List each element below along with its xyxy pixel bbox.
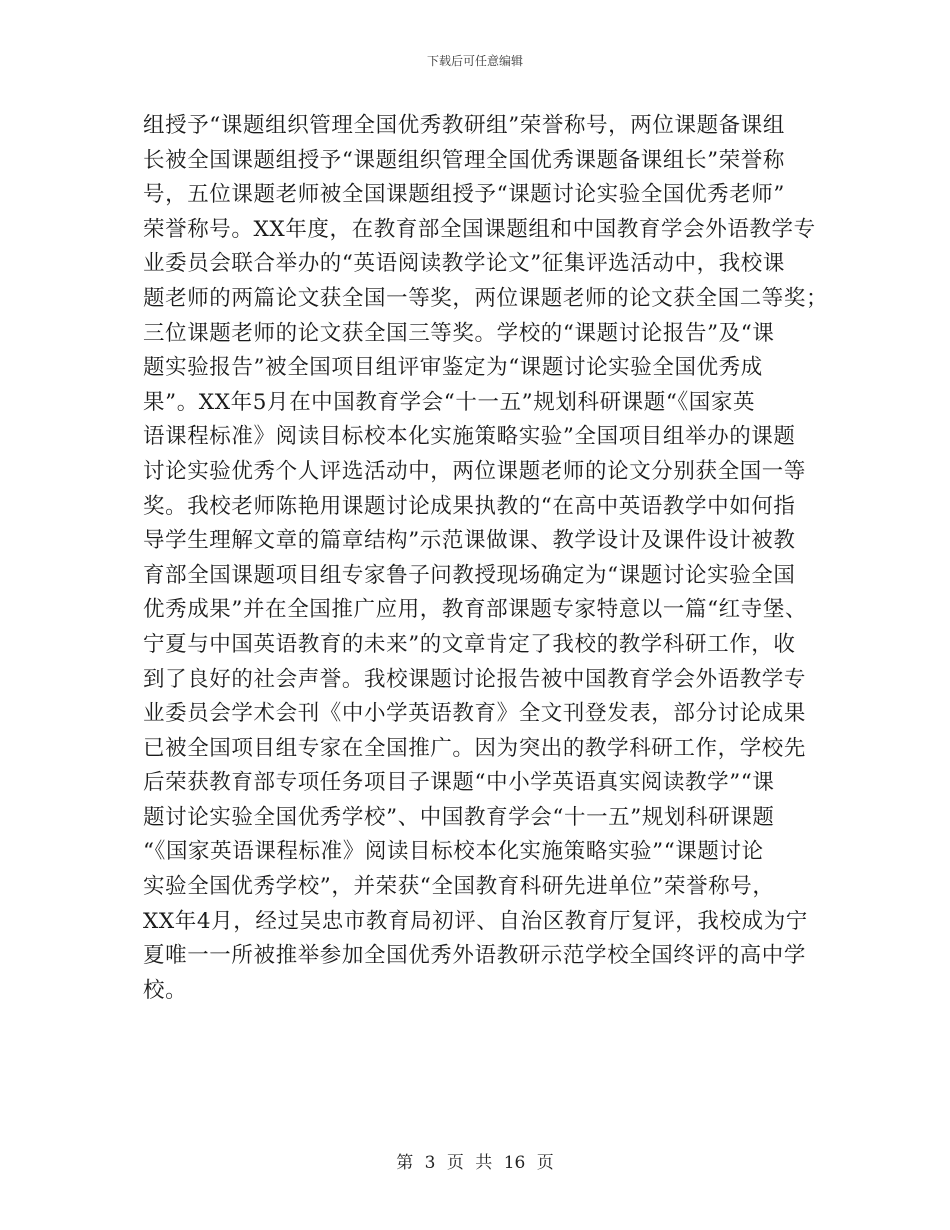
body-line: 语课程标准》阅读目标校本化实施策略实验”全国项目组举办的课题 (143, 424, 796, 450)
footer-total-label: 共 (475, 1153, 493, 1173)
footer-total-pages: 16 (503, 1153, 526, 1173)
body-line: 后荣获教育部专项任务项目子课题“中小学英语真实阅读教学”“课 (143, 770, 775, 796)
body-line: 宁夏与中国英语教育的未来”的文章肯定了我校的教学科研工作，收 (143, 631, 796, 657)
body-line: 题实验报告”被全国项目组评审鉴定为“课题讨论实验全国优秀成 (143, 355, 763, 381)
body-line: 校。 (143, 977, 188, 1003)
body-line: 题讨论实验全国优秀学校”、中国教育学会“十一五”规划科研课题 (143, 804, 775, 830)
body-line: 果”。XX年5月在中国教育学会“十一五”规划科研课题“《国家英 (143, 389, 756, 415)
footer-current-page: 3 (424, 1153, 436, 1173)
footer-page-unit: 页 (446, 1153, 464, 1173)
body-line: 讨论实验优秀个人评选活动中，两位课题老师的论文分别获全国一等 (143, 458, 807, 484)
body-line: 夏唯一一所被推举参加全国优秀外语教研示范学校全国终评的高中学 (143, 943, 807, 969)
body-line: 题老师的两篇论文获全国一等奖，两位课题老师的论文获全国二等奖； (143, 285, 829, 311)
body-line: 育部全国课题项目组专家鲁子问教授现场确定为“课题讨论实验全国 (143, 562, 796, 588)
body-line: 到了良好的社会声誉。我校课题讨论报告被中国教育学会外语教学专 (143, 666, 807, 692)
body-line: 荣誉称号。XX年度，在教育部全国课题组和中国教育学会外语教学专 (143, 216, 816, 242)
body-line: 业委员会联合举办的“英语阅读教学论文”征集评选活动中，我校课 (143, 251, 785, 277)
body-line: 号，五位课题老师被全国课题组授予“课题讨论实验全国优秀老师” (143, 182, 785, 208)
page-footer (0, 1152, 950, 1174)
footer-total-unit: 页 (536, 1153, 554, 1173)
body-line: 长被全国课题组授予“课题组织管理全国优秀课题备课组长”荣誉称 (143, 147, 785, 173)
body-line: 实验全国优秀学校”，并荣获“全国教育科研先进单位”荣誉称号， (143, 874, 775, 900)
body-line: 导学生理解文章的篇章结构”示范课做课、教学设计及课件设计被教 (143, 528, 796, 554)
body-line: 奖。我校老师陈艳用课题讨论成果执教的“在高中英语教学中如何指 (143, 493, 796, 519)
body-line: 组授予“课题组织管理全国优秀教研组”荣誉称号，两位课题备课组 (143, 113, 785, 138)
page-header: 下载后可任意编辑 (426, 54, 523, 68)
footer-page-label: 第 (396, 1153, 414, 1173)
body-line: XX年4月，经过吴忠市教育局初评、自治区教育厅复评，我校成为宁 (143, 908, 808, 934)
body-line: 已被全国项目组专家在全国推广。因为突出的教学科研工作，学校先 (143, 735, 807, 761)
body-line: 三位课题老师的论文获全国三等奖。学校的“课题讨论报告”及“课 (143, 320, 775, 346)
body-line: 业委员会学术会刊《中小学英语教育》全文刊登发表，部分讨论成果 (143, 701, 807, 727)
body-line: 优秀成果”并在全国推广应用，教育部课题专家特意以一篇“红寺堡、 (143, 597, 808, 623)
body-line: “《国家英语课程标准》阅读目标校本化实施策略实验”“课题讨论 (143, 839, 764, 865)
document-body (143, 109, 833, 1008)
